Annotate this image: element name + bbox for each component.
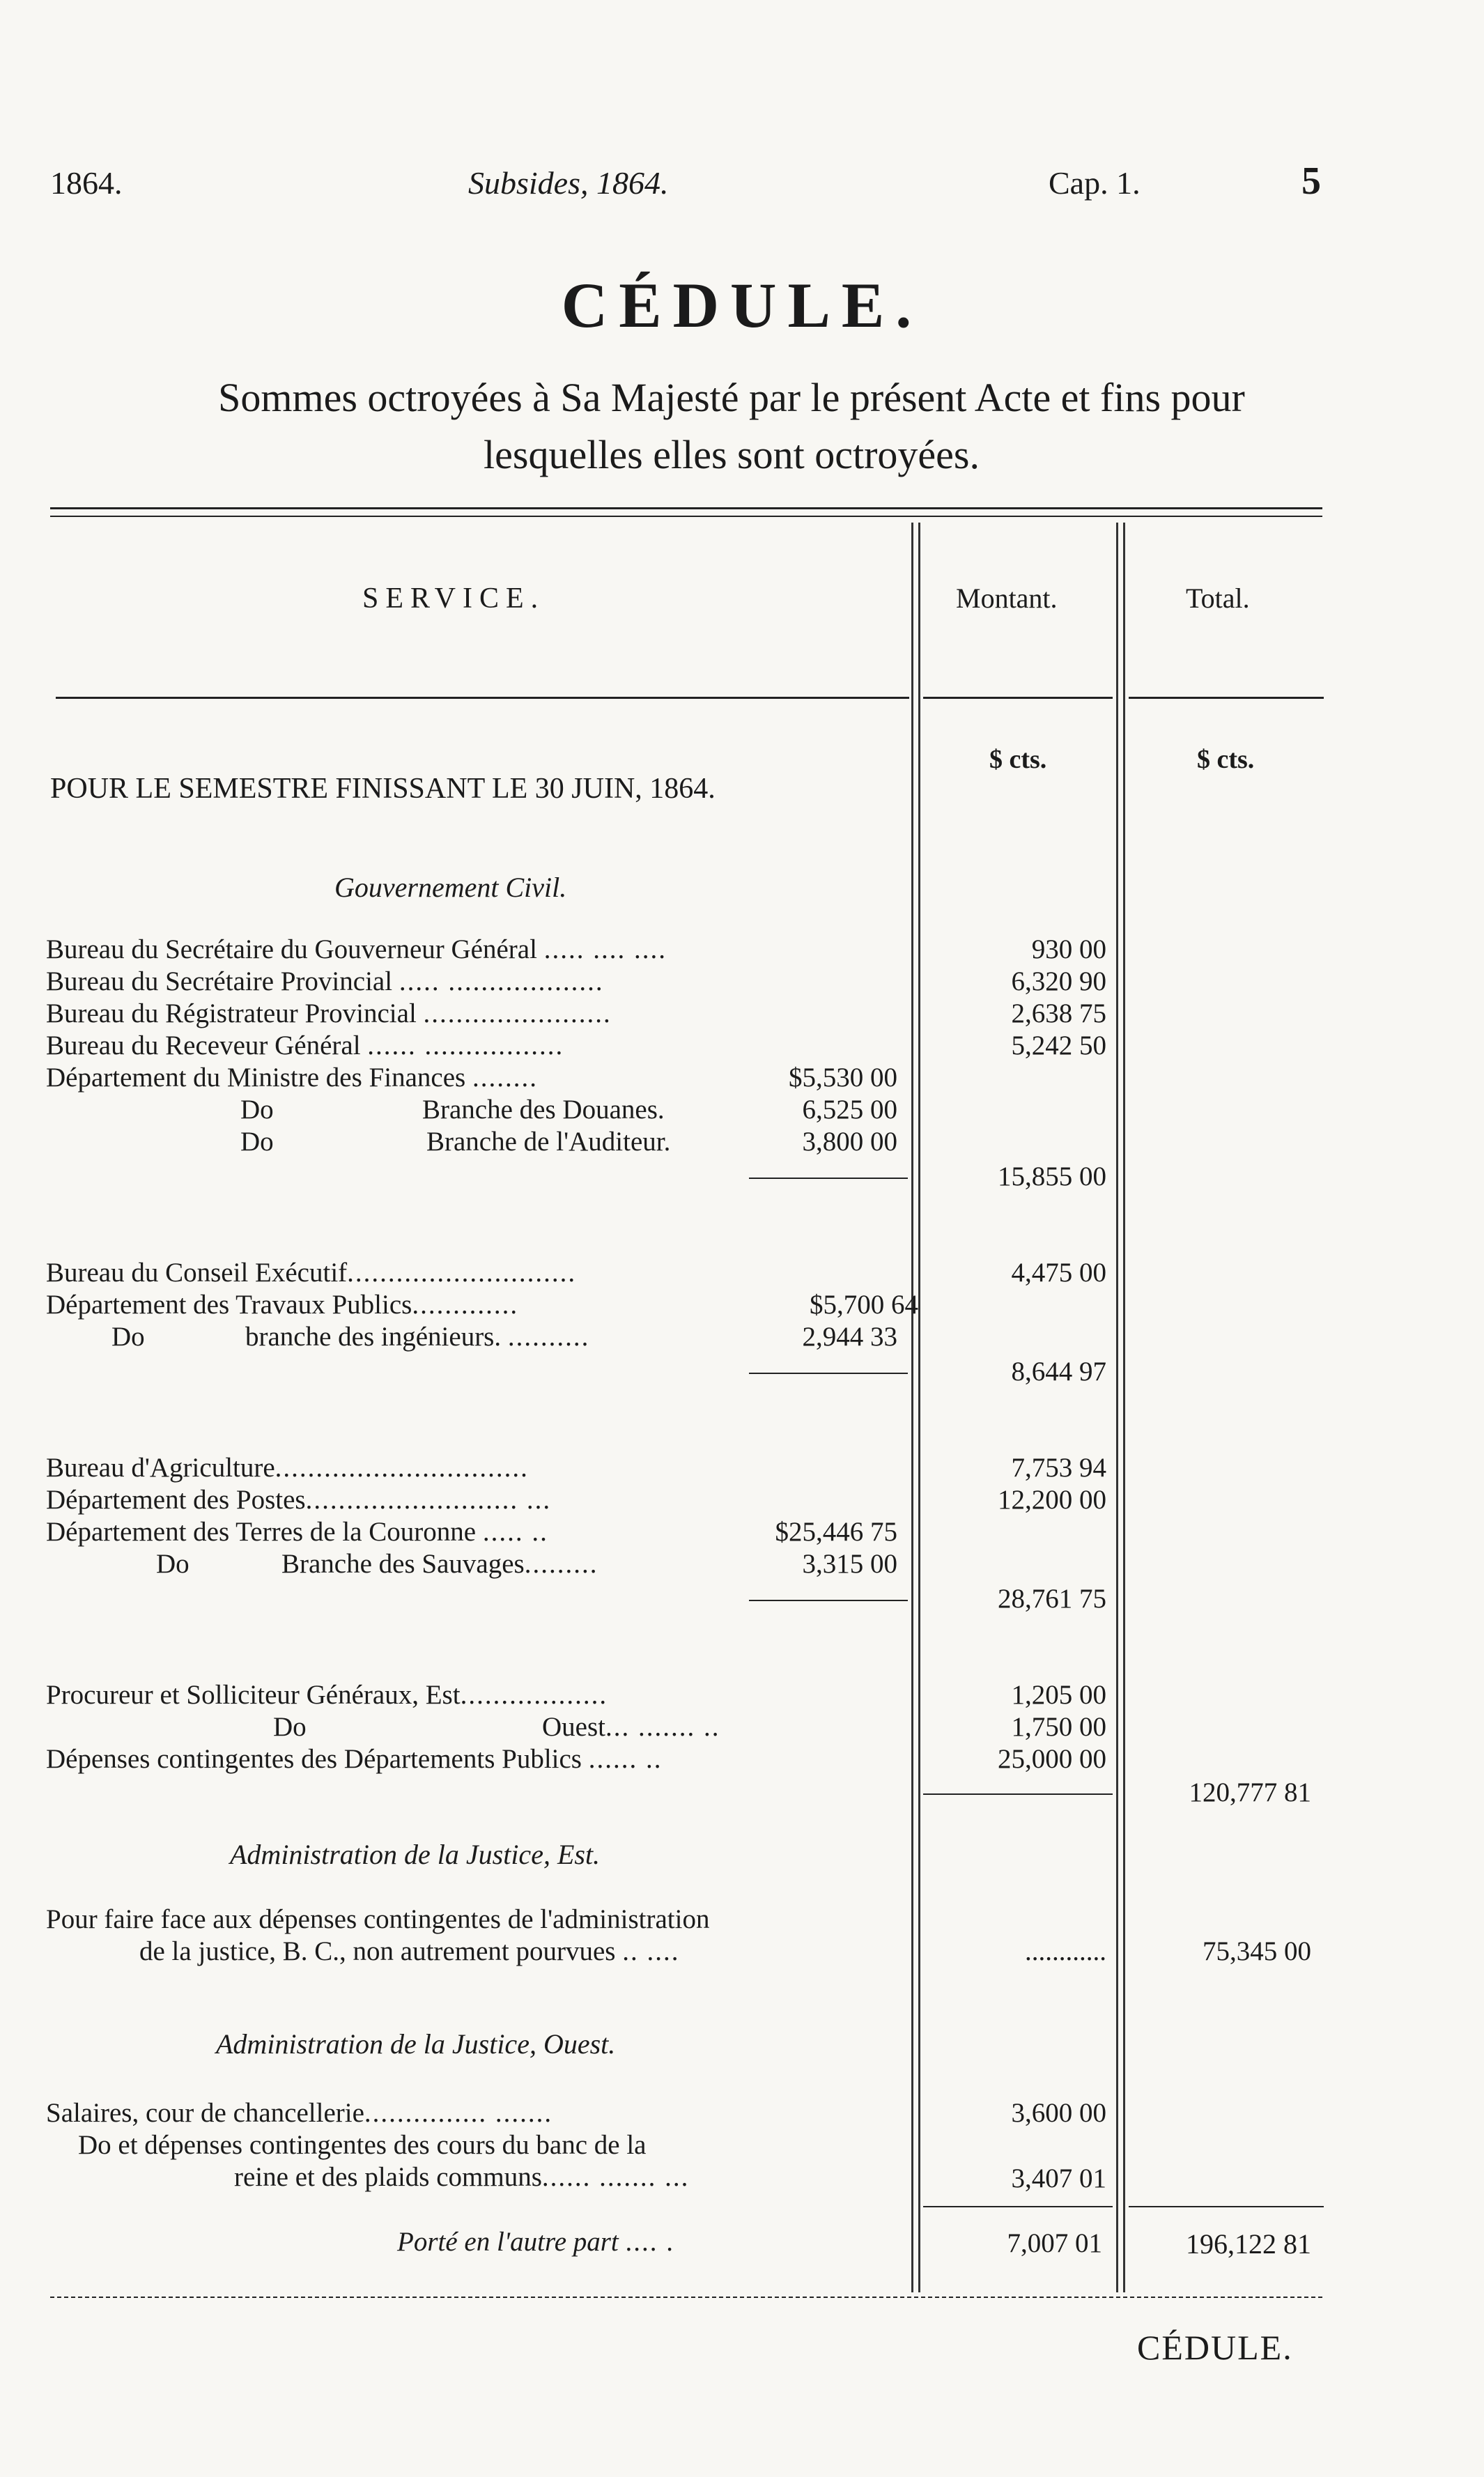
col-divider-2b — [1123, 523, 1125, 2292]
montant-conseil-executif: 4,475 00 — [1011, 1258, 1106, 1288]
row-registrateur-provincial: Bureau du Régistrateur Provincial ....................... — [46, 998, 612, 1028]
montant-terres-total: 28,761 75 — [998, 1584, 1106, 1614]
montant-registrateur-provincial: 2,638 75 — [1011, 998, 1106, 1028]
header-year: 1864. — [50, 165, 123, 201]
semester-heading: POUR LE SEMESTRE FINISSANT LE 30 JUIN, 1864. — [50, 773, 716, 805]
row-depenses-contingentes: Dépenses contingentes des Départements Publics ...... .. — [46, 1744, 663, 1774]
row-do-ouest: Do — [273, 1712, 307, 1742]
montant-travaux-total: 8,644 97 — [1011, 1357, 1106, 1387]
row-ministre-finances: Département du Ministre des Finances ........ — [46, 1063, 538, 1093]
row-do-auditeur: Do — [240, 1127, 274, 1157]
row-secretaire-provincial: Bureau du Secrétaire Provincial ..... ................... — [46, 966, 604, 996]
row-agriculture: Bureau d'Agriculture............................... — [46, 1453, 529, 1483]
subtitle-line-2: lesquelles elles sont octroyées. — [484, 432, 980, 477]
row-porte-autre-part: Porté en l'autre part .... . — [397, 2227, 675, 2257]
row-procureur-est: Procureur et Solliciteur Généraux, Est.................. — [46, 1680, 608, 1710]
col-head-total: Total. — [1186, 582, 1250, 614]
row-travaux-publics: Département des Travaux Publics............. — [46, 1290, 519, 1320]
col-divider-1a — [911, 523, 913, 2292]
subtotal-rule-travaux — [749, 1373, 908, 1374]
running-title: Subsides, 1864. — [468, 165, 669, 201]
montant-receveur-general: 5,242 50 — [1011, 1031, 1106, 1060]
montant-secretaire-gouverneur: 930 00 — [1031, 934, 1106, 964]
montant-postes: 12,200 00 — [998, 1485, 1106, 1515]
col-head-service: SERVICE. — [362, 582, 546, 615]
montant-agriculture: 7,753 94 — [1011, 1453, 1106, 1483]
total-rule-civil — [923, 1793, 1113, 1795]
page-title: CÉDULE. — [561, 270, 923, 341]
row-branche-sauvages: Branche des Sauvages......... — [281, 1549, 598, 1579]
head-rule-montant — [923, 697, 1113, 699]
col-divider-2a — [1116, 523, 1118, 2292]
row-cour-chancellerie: Salaires, cour de chancellerie............... ....... — [46, 2098, 553, 2128]
page-subtitle — [28, 369, 1435, 484]
carried-rule-total — [1129, 2206, 1324, 2207]
units-montant: $ cts. — [989, 745, 1047, 774]
row-do-douanes: Do — [240, 1095, 274, 1125]
row-cours-banc-line1: Do et dépenses contingentes des cours du banc de la — [78, 2130, 647, 2160]
subtotal-rule-finances — [749, 1178, 908, 1179]
montant-finances-total: 15,855 00 — [998, 1162, 1106, 1191]
subtotal-rule-terres — [749, 1600, 908, 1601]
page-number: 5 — [1301, 160, 1321, 203]
montant-procureur-ouest: 1,750 00 — [1011, 1712, 1106, 1742]
row-justice-est-line1: Pour faire face aux dépenses contingentes de l'administration — [46, 1904, 710, 1934]
total-gouvernement-civil: 120,777 81 — [1189, 1777, 1311, 1807]
section-justice-ouest: Administration de la Justice, Ouest. — [216, 2028, 616, 2060]
top-rule-2 — [50, 516, 1322, 517]
row-conseil-executif: Bureau du Conseil Exécutif............................ — [46, 1258, 577, 1288]
head-rule-total — [1129, 697, 1324, 699]
montant-secretaire-provincial: 6,320 90 — [1011, 966, 1106, 996]
bottom-rule — [50, 2297, 1322, 2298]
montant-justice-est-dots: ............ — [1025, 1936, 1106, 1966]
total-justice-est: 75,345 00 — [1203, 1936, 1311, 1966]
col-head-montant: Montant. — [956, 582, 1058, 614]
units-total: $ cts. — [1197, 745, 1255, 774]
row-procureur-ouest: Ouest... ....... .. — [542, 1712, 720, 1742]
row-branche-douanes: Branche des Douanes. — [422, 1095, 665, 1125]
subtitle-line-1: Sommes octroyées à Sa Majesté par le présent Acte et fins pour — [218, 375, 1245, 420]
row-do-ingenieurs: Do — [111, 1322, 145, 1352]
chapter-label: Cap. 1. — [1049, 165, 1141, 201]
sub-branche-douanes: 6,525 00 — [802, 1095, 897, 1125]
row-branche-ingenieurs: branche des ingénieurs. .......... — [245, 1322, 590, 1352]
montant-depenses-contingentes: 25,000 00 — [998, 1744, 1106, 1774]
row-do-sauvages: Do — [156, 1549, 190, 1579]
head-rule-service — [56, 697, 909, 699]
sub-branche-auditeur: 3,800 00 — [802, 1127, 897, 1157]
section-justice-est: Administration de la Justice, Est. — [230, 1839, 601, 1870]
footer-catchword: CÉDULE. — [1137, 2328, 1293, 2367]
row-receveur-general: Bureau du Receveur Général ...... ................. — [46, 1031, 564, 1060]
carried-rule-montant — [923, 2206, 1113, 2207]
row-postes: Département des Postes.......................... ... — [46, 1485, 552, 1515]
montant-procureur-est: 1,205 00 — [1011, 1680, 1106, 1710]
row-branche-auditeur: Branche de l'Auditeur. — [426, 1127, 671, 1157]
row-cours-banc-line2: reine et des plaids communs...... ....... ... — [234, 2162, 690, 2192]
row-terres-couronne: Département des Terres de la Couronne ..... .. — [46, 1517, 548, 1547]
sub-ministre-finances: $5,530 00 — [789, 1063, 897, 1093]
sub-branche-ingenieurs: 2,944 33 — [802, 1322, 897, 1352]
row-justice-est-line2: de la justice, B. C., non autrement pourvues .. .... — [139, 1936, 680, 1966]
col-divider-1b — [918, 523, 920, 2292]
top-rule-1 — [50, 507, 1322, 509]
sub-travaux-publics: $5,700 64 — [810, 1290, 918, 1320]
montant-cour-chancellerie: 3,600 00 — [1011, 2098, 1106, 2128]
sub-branche-sauvages: 3,315 00 — [802, 1549, 897, 1579]
sub-terres-couronne: $25,446 75 — [775, 1517, 897, 1547]
total-porte: 196,122 81 — [1186, 2228, 1311, 2260]
section-gouvernement-civil: Gouvernement Civil. — [334, 872, 567, 903]
montant-cours-banc: 3,407 01 — [1011, 2163, 1106, 2193]
montant-porte: 7,007 01 — [1007, 2228, 1102, 2258]
row-secretaire-gouverneur: Bureau du Secrétaire du Gouverneur Général ..... .... .... — [46, 934, 667, 964]
